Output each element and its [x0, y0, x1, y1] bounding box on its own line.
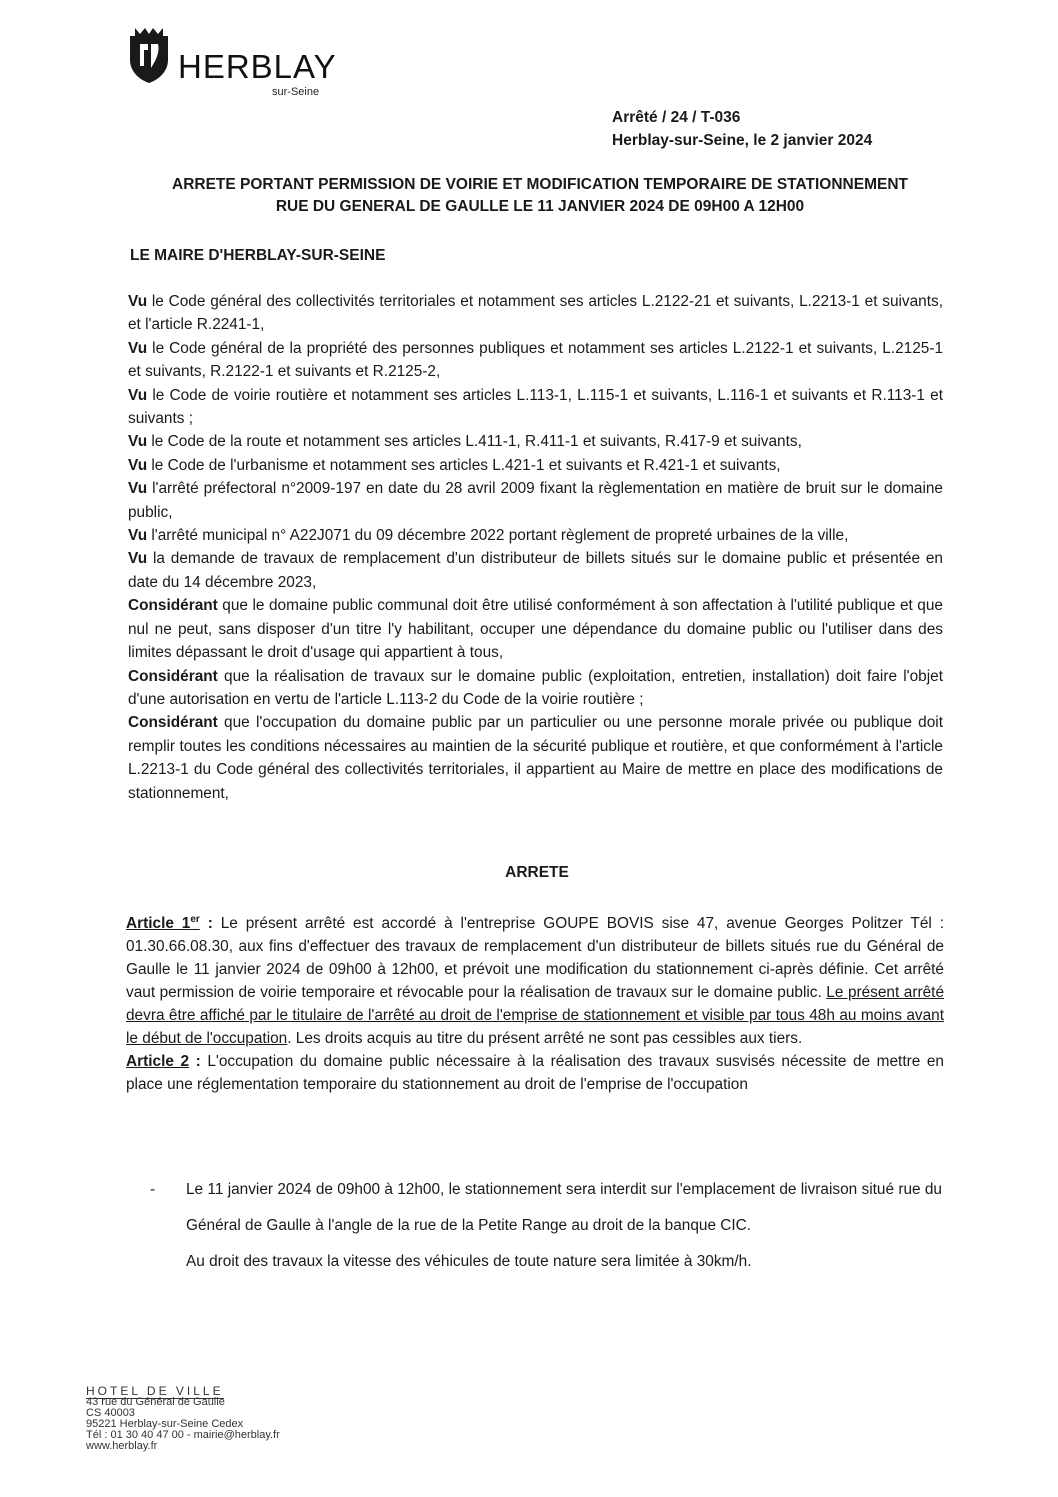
considerant-lead: Considérant	[128, 714, 218, 732]
footer-street: 43 rue du Général de Gaulle	[86, 1396, 225, 1408]
article-1	[126, 908, 944, 1050]
arrete-number: Arrêté / 24 / T-036	[612, 109, 741, 126]
visa-lead: Vu	[128, 339, 148, 357]
visa-paragraph	[128, 430, 943, 453]
considerant-paragraph	[128, 711, 943, 805]
speed-limit-text: Au droit des travaux la vitesse des véhicules de toute nature sera limitée à 30km/h.	[186, 1253, 752, 1270]
footer-hotel-text: HOTEL DE VILLE	[86, 1384, 224, 1398]
logo-name: HERBLAY	[178, 48, 337, 85]
article-1-label	[126, 915, 200, 932]
visa-text: l'arrêté municipal n° A22J071 du 09 décembre 2022 portant règlement de propreté urbaines de la ville,	[147, 527, 849, 545]
visas-section	[128, 290, 943, 805]
visa-text: le Code général des collectivités territoriales et notamment ses articles L.2122-21 et suivants, L.2213-1 et suivants, et l'article R.2241-1,	[128, 293, 943, 334]
arrete-date: Herblay-sur-Seine, le 2 janvier 2024	[612, 132, 873, 149]
visa-lead: Vu	[128, 293, 148, 310]
visa-text: la demande de travaux de remplacement d'un distributeur de billets situés sur le domaine public et présentée en date du 14 décembre 2023,	[128, 550, 943, 591]
visa-paragraph	[128, 454, 943, 477]
article-1-text: Le présent arrêté est accordé à l'entreprise GOUPE BOVIS sise 47, avenue Georges Politzer Tél : 01.30.66.08.30, aux fins d'effectuer des travaux de remplacement d'un distributeur de billets situés rue du Général de Gaulle le 11 janvier 2024 de 09h00 à 12h00, et prévoit une modification du stationnement ci-après définie. Cet arrêté vaut permission de voirie temporaire et révocable pour la réalisation de travaux sur le domaine public.	[126, 915, 944, 1002]
visa-lead: Vu	[128, 386, 148, 404]
footer-contact: Tél : 01 30 40 47 00 - mairie@herblay.fr	[86, 1429, 280, 1441]
visa-text: le Code de la route et notamment ses articles L.411-1, R.411-1 et suivants, R.417-9 et suivants,	[147, 433, 802, 451]
visa-paragraph	[128, 524, 943, 547]
article-1-colon: :	[199, 915, 221, 933]
title-line-1: ARRETE PORTANT PERMISSION DE VOIRIE ET MODIFICATION TEMPORAIRE DE STATIONNEMENT	[172, 176, 908, 193]
article-1-label-text: Article 1	[126, 915, 191, 933]
visa-paragraph	[128, 290, 943, 337]
visa-paragraph	[128, 337, 943, 384]
article-2-text: L'occupation du domaine public nécessaire à la réalisation des travaux susvisés nécessite de mettre en place une réglementation temporaire du stationnement au droit de l'emprise de l'occupation	[126, 1053, 944, 1094]
article-2-colon: :	[189, 1053, 208, 1071]
considerant-lead: Considérant	[128, 667, 218, 685]
article-2-label: Article 2	[126, 1053, 190, 1071]
visa-lead: Vu	[128, 550, 148, 568]
footer-address	[86, 1386, 280, 1452]
visa-paragraph	[128, 384, 943, 431]
reference-block	[612, 106, 872, 152]
considerant-paragraph	[128, 665, 943, 712]
visa-text: le Code de voirie routière et notamment ses articles L.113-1, L.115-1 et suivants, L.116-1 et suivants et R.113-1 et suivants ;	[128, 386, 943, 428]
article-1-underlined: Le présent arrêté devra être affiché par le titulaire de l'arrêté au droit de l'emprise de stationnement et visible par tous 48h au moins avant le début de l'occupation	[126, 984, 944, 1048]
visa-lead: Vu	[128, 480, 148, 498]
bullet-dash: -	[150, 1181, 156, 1198]
footer-city: 95221 Herblay-sur-Seine Cedex	[86, 1418, 244, 1430]
title-line-2: RUE DU GENERAL DE GAULLE LE 11 JANVIER 2024 DE 09H00 A 12H00	[275, 198, 805, 215]
considerant-paragraph	[128, 594, 943, 664]
maire-heading: LE MAIRE D'HERBLAY-SUR-SEINE	[130, 247, 386, 264]
article-1-sup: er	[190, 914, 200, 925]
articles-section	[126, 908, 944, 1096]
footer-web: www.herblay.fr	[86, 1440, 158, 1452]
considerant-text: que le domaine public communal doit être utilisé conformément à son affectation à l'utilité publique et que nul ne peut, sans disposer d'un titre l'y habilitant, occuper une dépendance du domaine public ou l'utiliser dans des limites dépassant le droit d'usage qui appartient à tous,	[128, 597, 943, 662]
herblay-logo	[126, 18, 366, 98]
visa-lead: Vu	[128, 433, 148, 451]
document-title	[130, 174, 950, 218]
considerant-text: que la réalisation de travaux sur le domaine public (exploitation, entretien, installation) doit faire l'objet d'une autorisation en vertu de l'article L.113-2 du Code de la voirie routière ;	[128, 667, 943, 708]
considerant-text: que l'occupation du domaine public par un particulier ou une personne morale privée ou publique doit remplir toutes les conditions nécessaires au maintien de la sécurité publique et routière, et que conformément à l'article L.2213-1 du Code général des collectivités territoriales, il appartient au Maire de mettre en place des modifications de stationnement,	[128, 714, 943, 802]
bullet-item	[150, 1172, 942, 1280]
visa-text: le Code de l'urbanisme et notamment ses articles L.421-1 et suivants et R.421-1 et suivants,	[147, 456, 781, 474]
arrete-heading: ARRETE	[505, 864, 569, 881]
considerant-lead: Considérant	[128, 597, 218, 615]
visa-paragraph	[128, 547, 943, 594]
visa-text: le Code général de la propriété des personnes publiques et notamment ses articles L.2122-1 et suivants, L.2125-1 et suivants, R.2122-1 et suivants et R.2125-2,	[128, 339, 943, 381]
visa-lead: Vu	[128, 456, 148, 474]
article-2	[126, 1050, 944, 1096]
footer-cs: CS 40003	[86, 1407, 135, 1419]
bullet-text: Le 11 janvier 2024 de 09h00 à 12h00, le stationnement sera interdit sur l'emplacement de livraison situé rue du Général de Gaulle à l'angle de la rue de la Petite Range au droit de la banque CIC.	[186, 1181, 942, 1234]
city-crest-icon	[126, 26, 172, 84]
logo-subtitle: sur-Seine	[272, 86, 320, 98]
visa-paragraph	[128, 477, 943, 524]
visa-lead: Vu	[128, 527, 148, 545]
visa-text: l'arrêté préfectoral n°2009-197 en date du 28 avril 2009 fixant la règlementation en matière de bruit sur le domaine public,	[128, 480, 943, 521]
article-1-tail: . Les droits acquis au titre du présent arrêté ne sont pas cessibles aux tiers.	[287, 1030, 803, 1048]
